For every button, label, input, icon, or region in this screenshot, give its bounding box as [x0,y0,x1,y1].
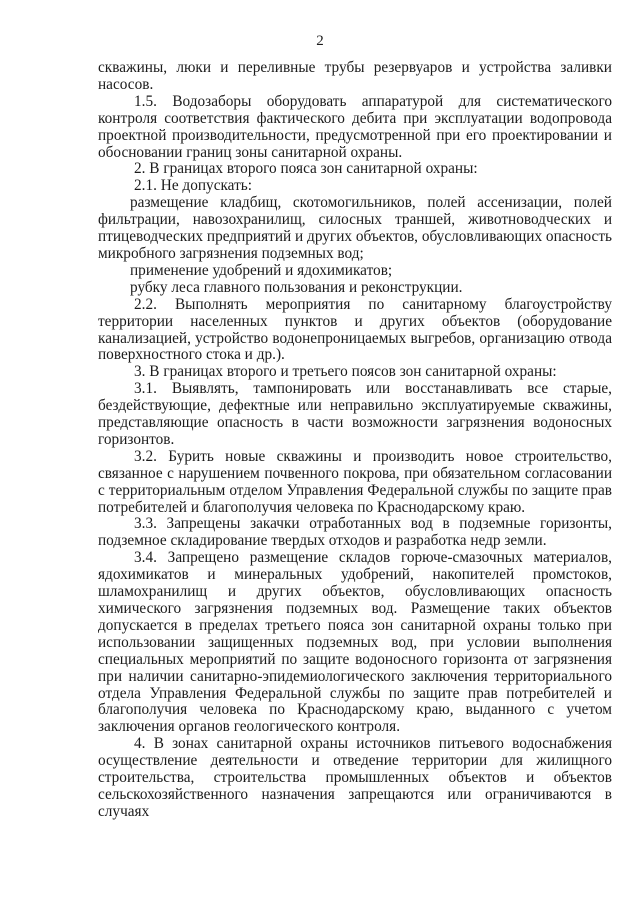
paragraph-3-2: 3.2. Бурить новые скважины и производить новое строительство, связанное с нарушением почвенного покрова, при обязательном согласовании с территориальным отделом Управления Федеральной службы по защите прав потребителей и благополучия человека по Краснодарскому краю. [98,447,612,516]
paragraph-3-1: 3.1. Выявлять, тампонировать или восстанавливать все старые, бездействующие, дефектные или неправильно эксплуатируемые скважины, представляющие опасность в части возможности загрязнения водоносных горизонтов. [98,380,612,448]
paragraph-3-4: 3.4. Запрещено размещение складов горюче-смазочных материалов, ядохимикатов и минеральных удобрений, накопителей промстоков, шламохранилищ и других объектов, обусловливающих опасность химического загрязнения подземных вод. Размещение таких объектов допускается в пределах третьего пояса зон санитарной охраны только при использовании защищенных подземных вод, при условии выполнения специальных мероприятий по защите водоносного горизонта от загрязнения при наличии санитарно-эпидемиологического заключения территориального отдела Управления Федеральной службы по защите прав потребителей и благополучия человека по Краснодарскому краю, выданного с учетом заключения органов геологического контроля. [98,549,612,736]
page-number: 2 [316,33,324,49]
heading-section-2-1: 2.1. Не допускать: [134,177,252,195]
heading-section-3: 3. В границах второго и третьего поясов зон санитарной охраны: [134,363,557,381]
document-body [98,60,612,821]
prohibition-item-logging: рубку леса главного пользования и реконструкции. [130,278,463,296]
paragraph-2-2: 2.2. Выполнять мероприятия по санитарному благоустройству территории населенных пунктов и других объектов (оборудование канализацией, устройство водонепроницаемых выгребов, организацию отвода поверхностного стока и др.). [98,295,612,364]
paragraph-4: 4. В зонах санитарной охраны источников питьевого водоснабжения осуществление деятельности и отведение территории для жилищного строительства, строительства промышленных объектов и объектов сельскохозяйственного назначения запрещаются или ограничиваются в случаях [98,735,612,820]
heading-section-2: 2. В границах второго пояса зон санитарной охраны: [134,160,478,178]
paragraph-continuation: скважины, люки и переливные трубы резервуаров и устройства заливки насосов. [98,59,612,93]
prohibition-item-burial: размещение кладбищ, скотомогильников, полей ассенизации, полей фильтрации, навозохранилищ, силосных траншей, животноводческих и птицеводческих предприятий и других объектов, обусловливающих опасность микробного загрязнения подземных вод; [98,194,612,262]
paragraph-3-3: 3.3. Запрещены закачки отработанных вод в подземные горизонты, подземное складирование твердых отходов и разработка недр земли. [98,515,612,550]
paragraph-1-5: 1.5. Водозаборы оборудовать аппаратурой для систематического контроля соответствия фактического дебита при эксплуатации водопровода проектной производительности, предусмотренной при его проектировании и обосновании границ зоны санитарной охраны. [98,92,612,161]
prohibition-item-fertilizers: применение удобрений и ядохимикатов; [130,261,393,279]
